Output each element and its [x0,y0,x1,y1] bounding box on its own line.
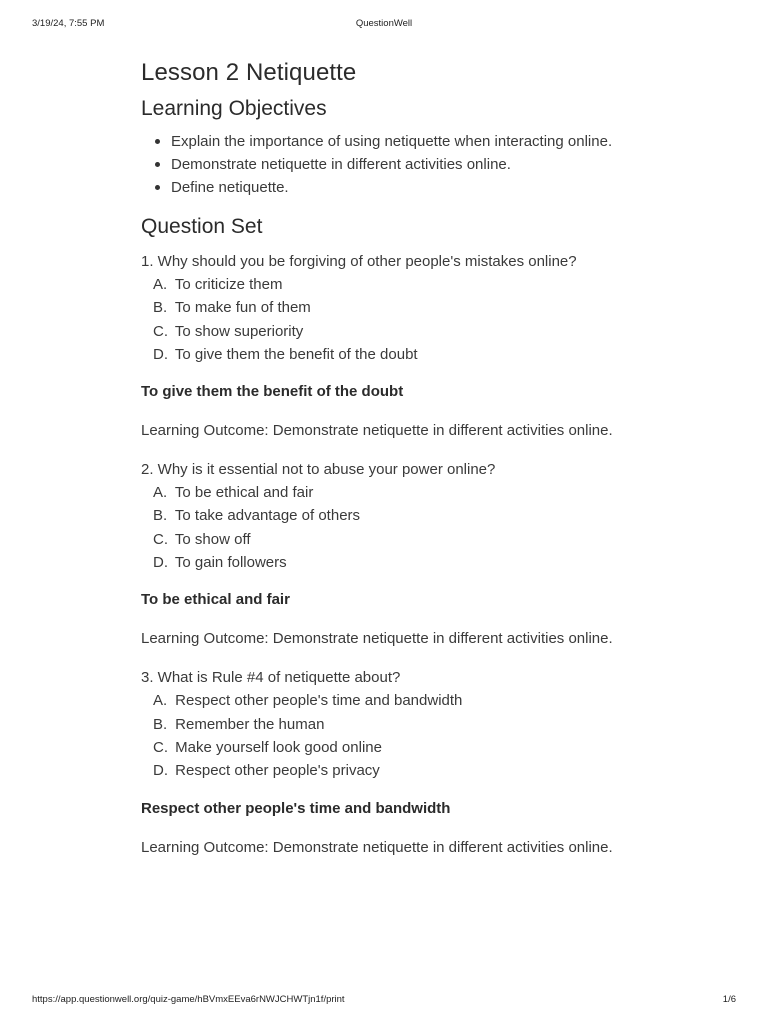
answer-options [141,689,621,782]
question-set-heading: Question Set [141,215,263,238]
objective-text: Explain the importance of using netiquette when interacting online. [171,133,613,150]
question-3 [141,666,621,858]
objective-text: Demonstrate netiquette in different activities online. [171,156,511,173]
option-b: B. To make fun of them [153,299,311,317]
option-a: A. To be ethical and fair [153,484,314,502]
objective-text: Define netiquette. [171,179,289,196]
answer-options [141,481,621,574]
correct-answer: To give them the benefit of the doubt [141,383,404,401]
print-site-title: QuestionWell [355,18,413,29]
option-b: B. Remember the human [153,715,325,733]
learning-outcome: Learning Outcome: Demonstrate netiquette in different activities online. [141,838,613,856]
question-1 [141,250,621,442]
option-d: D. To gain followers [153,554,287,572]
learning-objectives-list [141,130,621,199]
objective-item [171,130,621,153]
option-b: B. To take advantage of others [153,507,361,525]
option-a: A. Respect other people's time and bandwidth [153,692,463,710]
bullet-icon [155,139,160,144]
print-footer [0,994,768,1008]
correct-answer: Respect other people's time and bandwidth [141,799,451,817]
option-c: C. To show off [153,530,251,548]
bullet-icon [155,162,160,167]
print-url: https://app.questionwell.org/quiz-game/hBVmxEEva6rNWJCHWTjn1f/print [32,994,345,1005]
learning-objectives-heading: Learning Objectives [141,97,327,120]
answer-options [141,273,621,366]
learning-outcome: Learning Outcome: Demonstrate netiquette in different activities online. [141,422,613,440]
page-number: 1/6 [722,994,736,1005]
correct-answer: To be ethical and fair [141,591,290,609]
document-content [141,56,621,875]
question-2 [141,458,621,650]
question-text: 2. Why is it essential not to abuse your power online? [141,461,496,479]
option-d: D. To give them the benefit of the doubt [153,345,418,363]
option-c: C. To show superiority [153,322,304,340]
option-d: D. Respect other people's privacy [153,762,380,780]
objective-item [171,176,621,199]
question-text: 3. What is Rule #4 of netiquette about? [141,669,401,687]
option-c: C. Make yourself look good online [153,738,382,756]
print-date: 3/19/24, 7:55 PM [32,18,105,29]
learning-outcome: Learning Outcome: Demonstrate netiquette in different activities online. [141,630,613,648]
question-text: 1. Why should you be forgiving of other people's mistakes online? [141,253,577,270]
objective-item [171,153,621,176]
option-a: A. To criticize them [153,276,283,293]
bullet-icon [155,185,160,190]
print-header [0,18,768,32]
lesson-title: Lesson 2 Netiquette [141,59,357,86]
